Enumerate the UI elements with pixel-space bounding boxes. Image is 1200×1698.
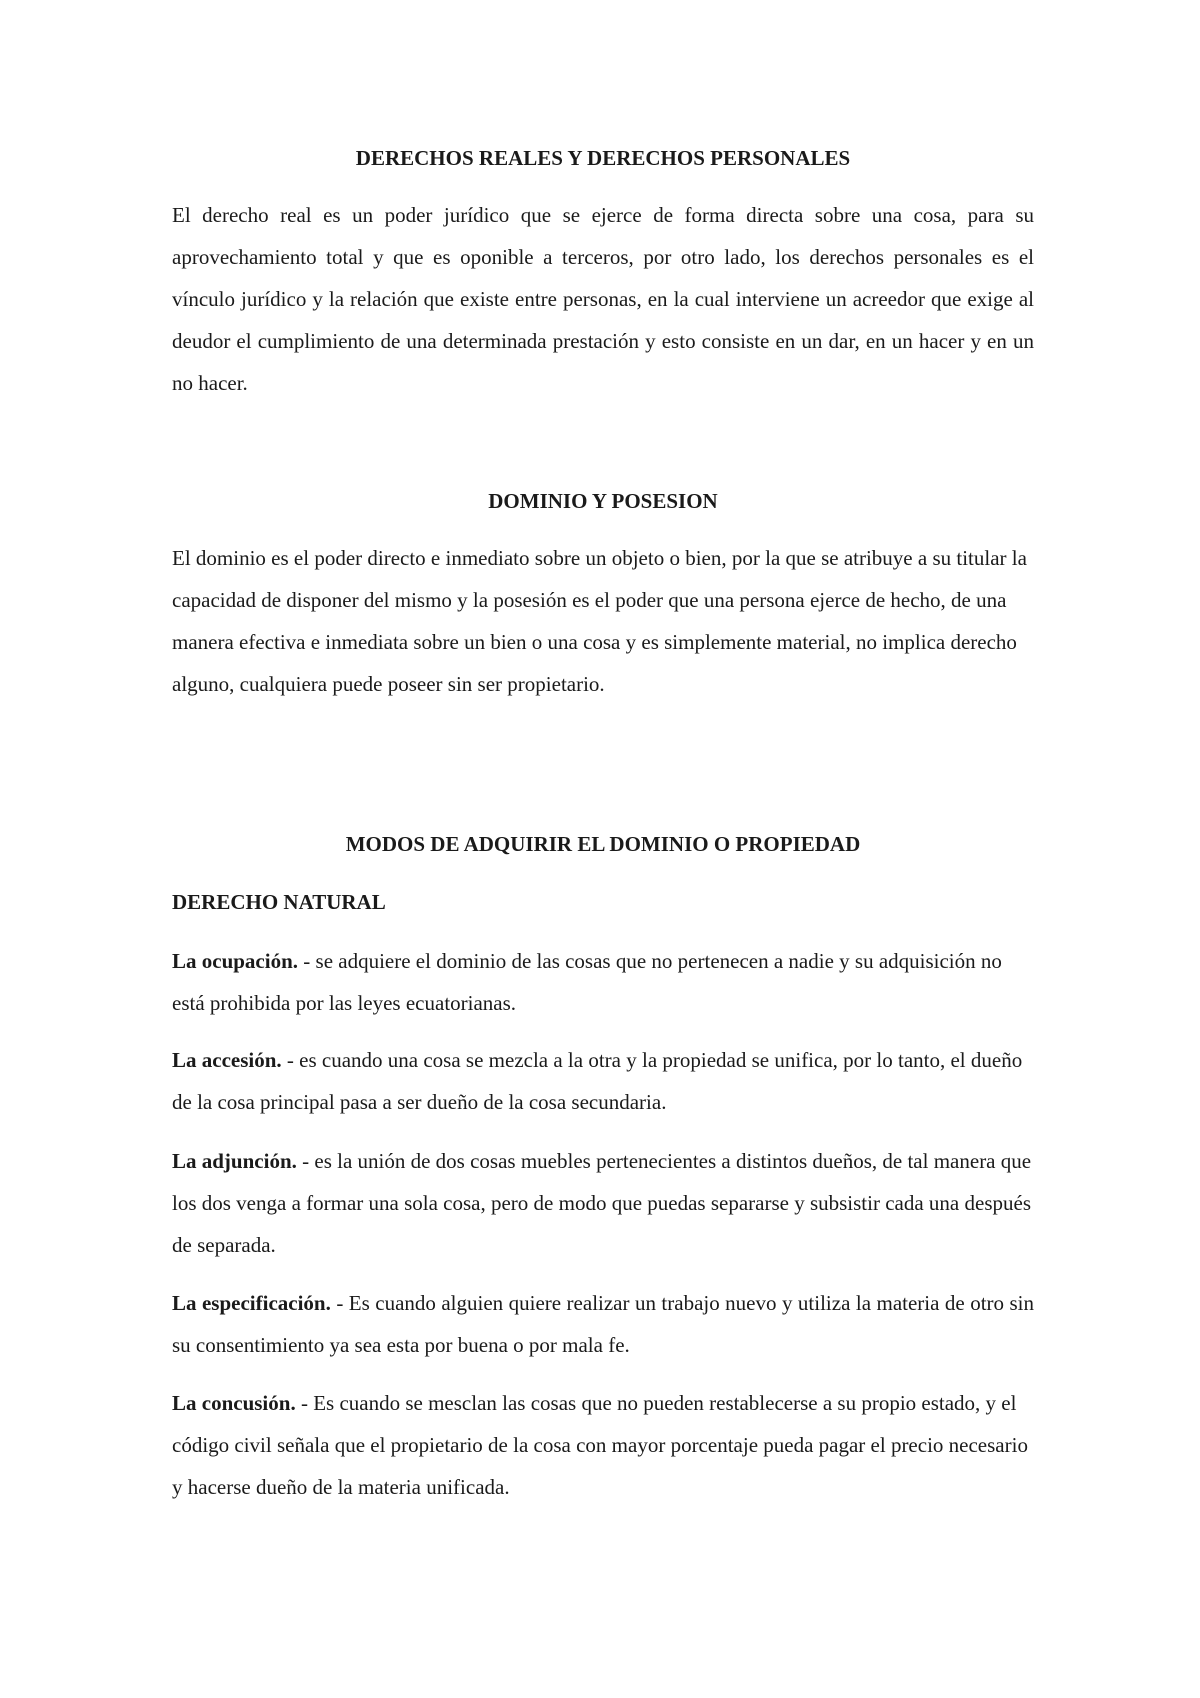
- paragraph-dominio-posesion: El dominio es el poder directo e inmediato sobre un objeto o bien, por la que se atribuye a su titular la capacidad de disponer del mismo y la posesión es el poder que una persona ejerce de hecho, de una manera efectiva e inmediata sobre un bien o una cosa y es simplemente material, no implica derecho alguno, cualquiera puede poseer sin ser propietario.: [172, 546, 1027, 696]
- term-accesion: La accesión.: [172, 1048, 282, 1072]
- text-concusion: - Es cuando se mesclan las cosas que no pueden restablecerse a su propio estado, y el código civil señala que el propietario de la cosa con mayor porcentaje pueda pagar el precio necesario y hacerse dueño de la materia unificada.: [172, 1391, 1028, 1499]
- heading-dominio-posesion: DOMINIO Y POSESION: [488, 489, 718, 513]
- term-especificacion: La especificación.: [172, 1291, 331, 1315]
- item-adjuncion: [172, 1140, 1034, 1266]
- text-accesion: - es cuando una cosa se mezcla a la otra y la propiedad se unifica, por lo tanto, el dueño de la cosa principal pasa a ser dueño de la cosa secundaria.: [172, 1048, 1023, 1114]
- item-concusion: [172, 1382, 1034, 1508]
- heading-derechos-reales: DERECHOS REALES Y DERECHOS PERSONALES: [355, 146, 851, 170]
- text-adjuncion: - es la unión de dos cosas muebles pertenecientes a distintos dueños, de tal manera que los dos venga a formar una sola cosa, pero de modo que puedas separarse y subsistir cada una después de separada.: [172, 1149, 1032, 1257]
- item-especificacion: [172, 1282, 1034, 1366]
- item-accesion: [172, 1039, 1034, 1123]
- text-especificacion: - Es cuando alguien quiere realizar un trabajo nuevo y utiliza la materia de otro sin su consentimiento ya sea esta por buena o por mala fe.: [172, 1291, 1034, 1357]
- term-concusion: La concusión.: [172, 1391, 296, 1415]
- heading-modos-adquirir: MODOS DE ADQUIRIR EL DOMINIO O PROPIEDAD: [345, 832, 861, 856]
- text-ocupacion: - se adquiere el dominio de las cosas que no pertenecen a nadie y su adquisición no está prohibida por las leyes ecuatorianas.: [172, 949, 1002, 1015]
- paragraph-derechos-reales: El derecho real es un poder jurídico que se ejerce de forma directa sobre una cosa, para su aprovechamiento total y que es oponible a terceros, por otro lado, los derechos personales es el vínculo jurídico y la relación que existe entre personas, en la cual interviene un acreedor que exige al deudor el cumplimiento de una determinada prestación y esto consiste en un dar, en un hacer y en un no hacer.: [172, 203, 1034, 395]
- term-adjuncion: La adjunción.: [172, 1149, 297, 1173]
- item-ocupacion: [172, 940, 1034, 1024]
- term-ocupacion: La ocupación.: [172, 949, 299, 973]
- subheading-derecho-natural: DERECHO NATURAL: [172, 890, 386, 914]
